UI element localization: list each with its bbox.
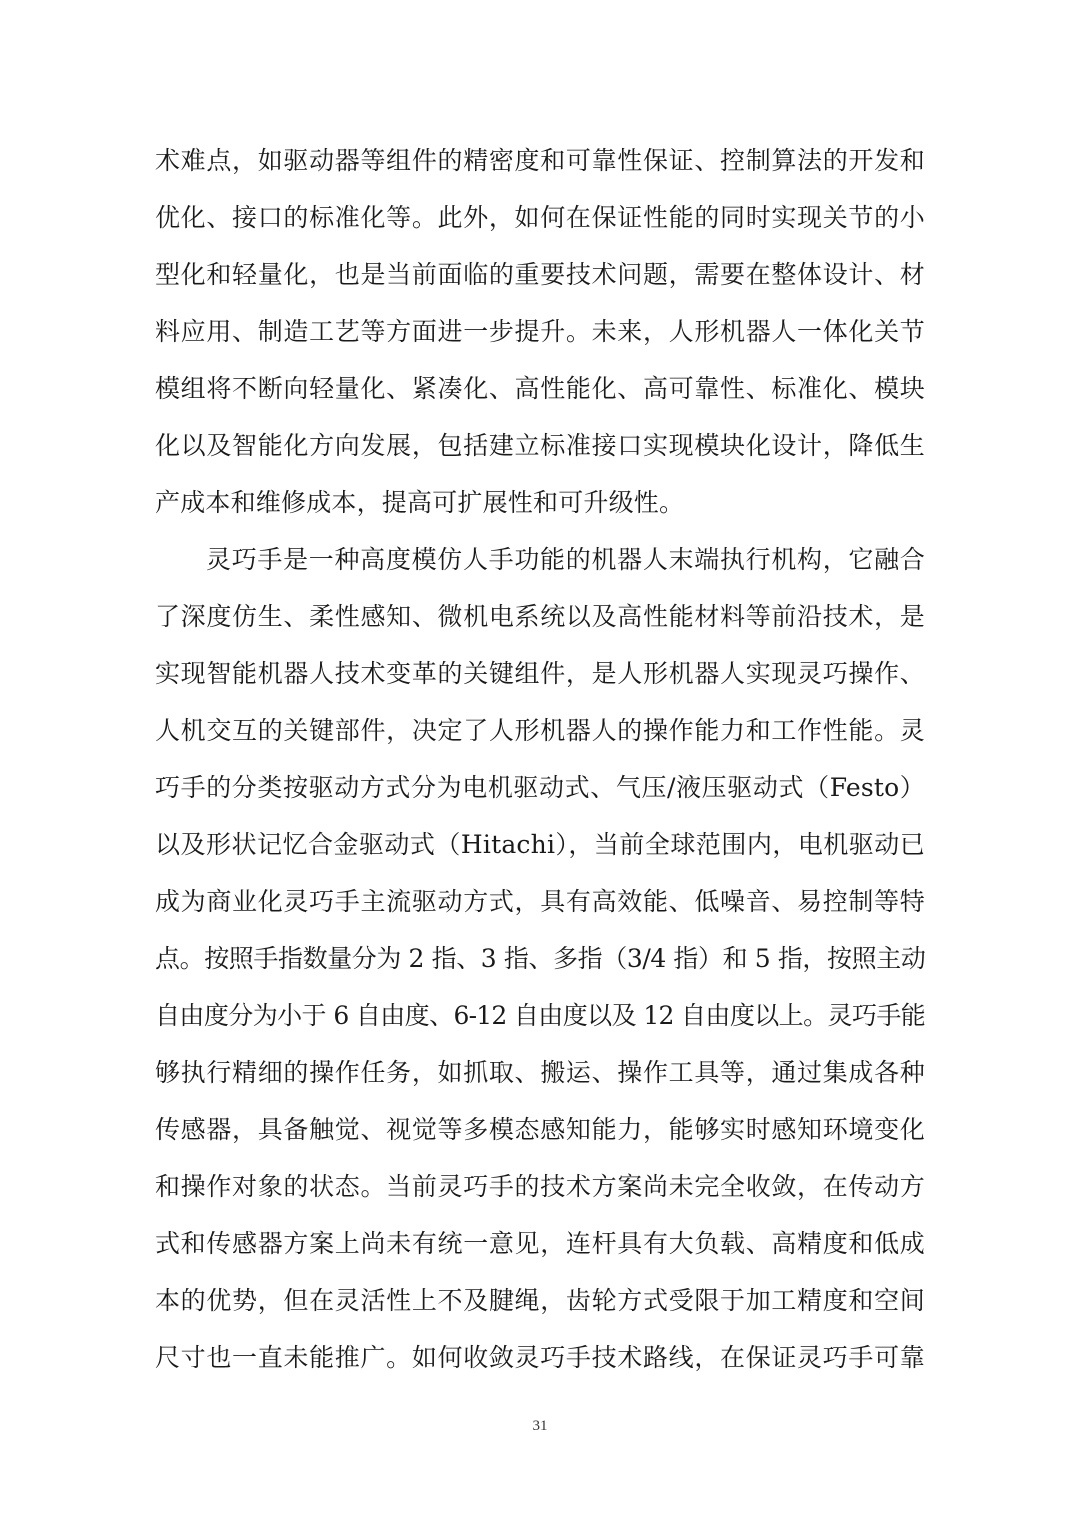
paragraph-1-line-2: 优化、接口的标准化等。此外，如何在保证性能的同时实现关节的小 xyxy=(155,203,925,232)
paragraph-2-line-3: 实现智能机器人技术变革的关键组件，是人形机器人实现灵巧操作、 xyxy=(155,659,925,688)
paragraph-2-line-12: 和操作对象的状态。当前灵巧手的技术方案尚未完全收敛，在传动方 xyxy=(155,1172,925,1201)
paragraph-1-line-4: 料应用、制造工艺等方面进一步提升。未来，人形机器人一体化关节 xyxy=(155,317,925,346)
paragraph-2-line-11: 传感器，具备触觉、视觉等多模态感知能力，能够实时感知环境变化 xyxy=(155,1115,925,1144)
paragraph-2-line-13: 式和传感器方案上尚未有统一意见，连杆具有大负载、高精度和低成 xyxy=(155,1229,925,1258)
page-number: 31 xyxy=(532,1418,548,1434)
paragraph-1-line-7: 产成本和维修成本，提高可扩展性和可升级性。 xyxy=(155,488,685,517)
paragraph-2-line-15: 尺寸也一直未能推广。如何收敛灵巧手技术路线，在保证灵巧手可靠 xyxy=(155,1343,925,1372)
paragraph-2-line-8: 点。按照手指数量分为 2 指、3 指、多指（3/4 指）和 5 指，按照主动 xyxy=(155,944,926,973)
paragraph-2-line-6: 以及形状记忆合金驱动式（Hitachi），当前全球范围内，电机驱动已 xyxy=(155,830,925,859)
paragraph-2-line-4: 人机交互的关键部件，决定了人形机器人的操作能力和工作性能。灵 xyxy=(155,716,925,745)
paragraph-1-line-1: 术难点，如驱动器等组件的精密度和可靠性保证、控制算法的开发和 xyxy=(155,146,925,175)
paragraph-2-line-14: 本的优势，但在灵活性上不及腱绳，齿轮方式受限于加工精度和空间 xyxy=(155,1286,925,1315)
paragraph-2-line-2: 了深度仿生、柔性感知、微机电系统以及高性能材料等前沿技术，是 xyxy=(155,602,925,631)
paragraph-2-line-10: 够执行精细的操作任务，如抓取、搬运、操作工具等，通过集成各种 xyxy=(155,1058,925,1087)
paragraph-2-line-1: 灵巧手是一种高度模仿人手功能的机器人末端执行机构，它融合 xyxy=(206,545,925,574)
paragraph-1-line-5: 模组将不断向轻量化、紧凑化、高性能化、高可靠性、标准化、模块 xyxy=(155,374,925,403)
paragraph-1-line-3: 型化和轻量化，也是当前面临的重要技术问题，需要在整体设计、材 xyxy=(155,260,925,289)
paragraph-2-line-9: 自由度分为小于 6 自由度、6-12 自由度以及 12 自由度以上。灵巧手能 xyxy=(155,1001,925,1030)
paragraph-2-line-7: 成为商业化灵巧手主流驱动方式，具有高效能、低噪音、易控制等特 xyxy=(155,887,925,916)
paragraph-1-line-6: 化以及智能化方向发展，包括建立标准接口实现模块化设计，降低生 xyxy=(155,431,925,460)
paragraph-2-line-5: 巧手的分类按驱动方式分为电机驱动式、气压/液压驱动式（Festo） xyxy=(155,773,925,802)
